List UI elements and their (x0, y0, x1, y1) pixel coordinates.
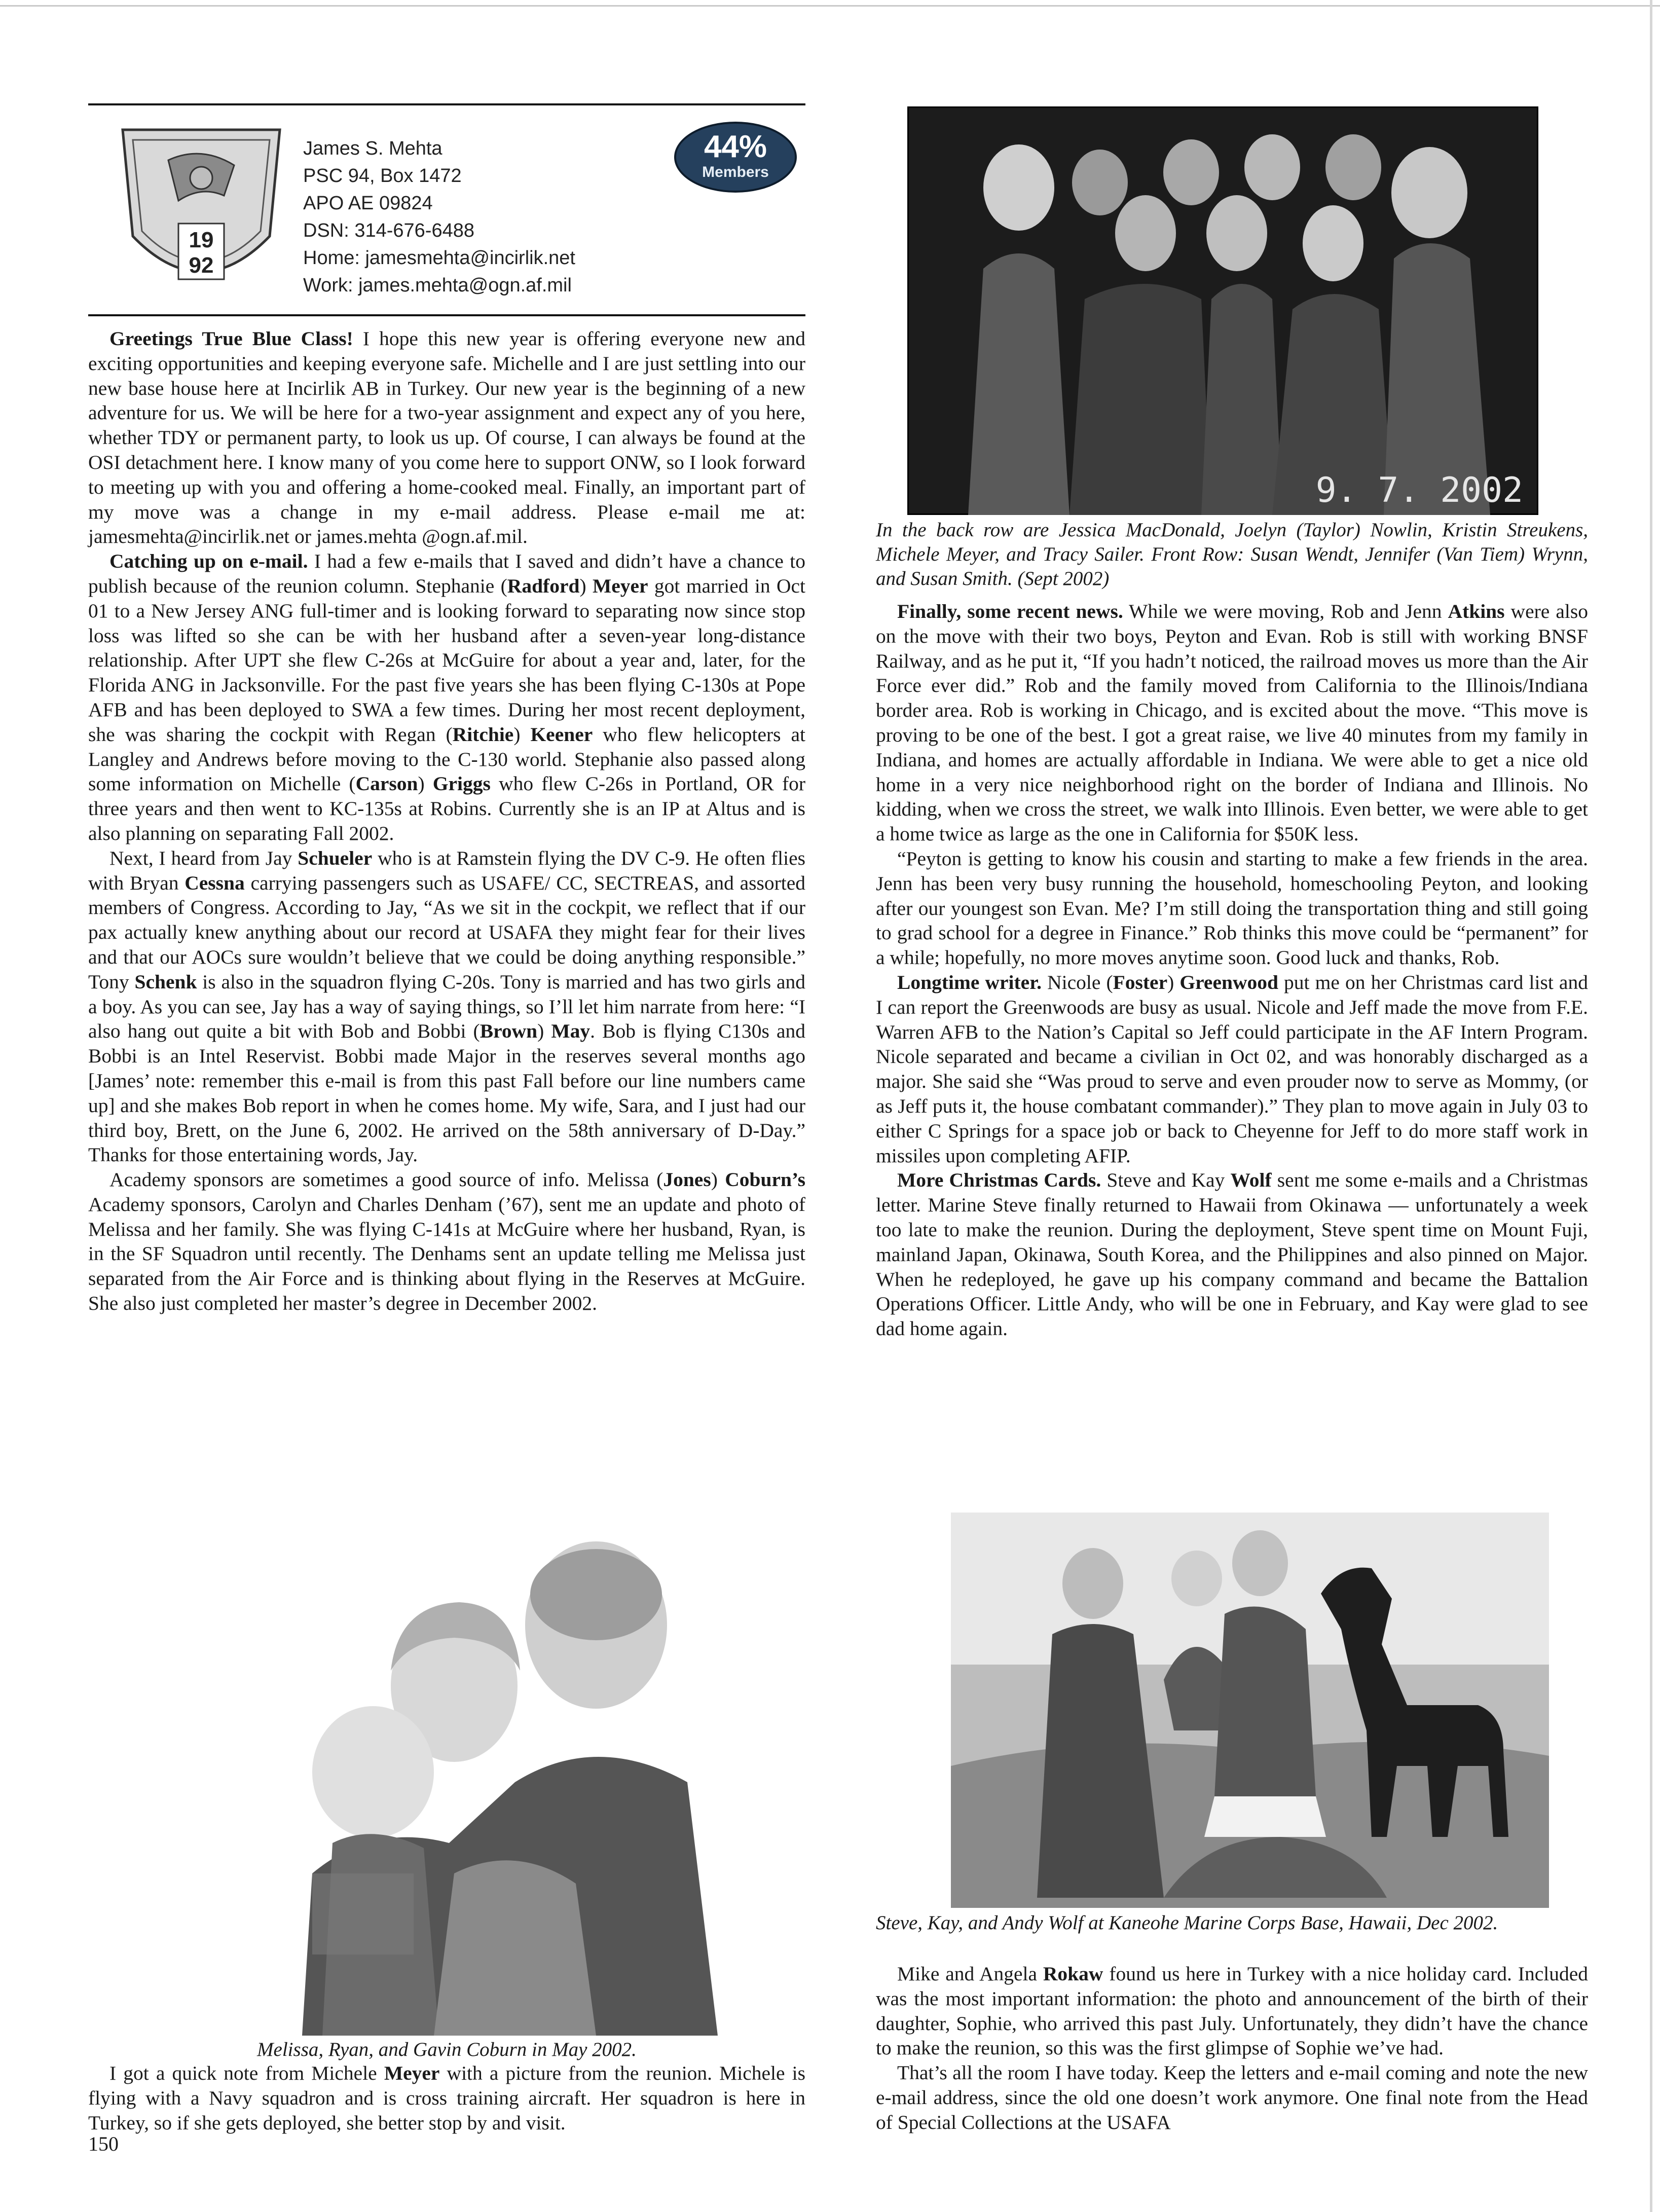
paragraph (876, 1962, 1588, 2060)
bold-name: Schueler (298, 846, 373, 869)
coburn-photo-caption: Melissa, Ryan, and Gavin Coburn in May 2002. (257, 2039, 637, 2060)
paragraph-text: put me on her Christmas card list and I can report the Greenwoods are busy as usual. Nicole and Jeff made the move from F.E. Warren AFB to the Nation’s Capital so Jeff could participate in the AF Intern Program. Nicole separated and became a civilian in Oct 02, and was honorably discharged as a major. She said she “Was proud to serve and even prouder now to serve as Mommy, (or as Jeff puts it, the house combatant commander).” They plan to move again in July 03 to either C Springs for a space job or back to Cheyenne for Jeff to do more staff work in missiles upon completing AFIP. (876, 971, 1588, 1167)
paragraph (88, 549, 805, 846)
paragraph-text: Steve and Kay (1101, 1169, 1231, 1192)
right-column-article (876, 599, 1588, 1341)
header-rule-top (88, 103, 805, 105)
bold-name: Griggs (432, 772, 491, 795)
paragraph-text: Nicole ( (1041, 971, 1113, 993)
bold-name: Greenwood (1179, 971, 1278, 993)
paragraph-text: ) (537, 1020, 551, 1043)
paragraph (876, 1168, 1588, 1341)
paragraph-text: ) (418, 772, 433, 795)
bold-name: Brown (479, 1020, 538, 1043)
wolf-photo-caption: Steve, Kay, and Andy Wolf at Kaneohe Marine Corps Base, Hawaii, Dec 2002. (876, 1912, 1498, 1934)
bold-name: Carson (355, 772, 418, 795)
paragraph (88, 2061, 805, 2135)
left-column-closing (88, 2061, 805, 2135)
paragraph-text: who is at Ramstein flying the DV C-9. He often flies with Bryan (88, 846, 805, 894)
paragraph-text: found us here in Turkey with a nice holiday card. Included was the most important information: the photo and announcement of the birth of their daughter, Sophie, who arrived this past July. Unfortunately, they didn’t have the chance to make the reunion, so this was the first glimpse of Sophie we’ve had. (876, 1963, 1588, 2059)
paragraph-text: While we were moving, Rob and Jenn (1123, 600, 1448, 622)
bold-name: May (551, 1020, 591, 1043)
paragraph-text: ) (1167, 971, 1180, 993)
bold-name: Schenk (134, 970, 197, 993)
bold-name: Radford (507, 574, 580, 597)
paragraph-text: with a picture from the reunion. Michele is flying with a Navy squadron and is cross training aircraft. Her squadron is here in Turkey, so if she gets deployed, she better stop by and visit. (88, 2062, 805, 2134)
paragraph-text: ) (711, 1168, 725, 1191)
crest-year-top: 19 (189, 228, 214, 252)
bold-name: Wolf (1230, 1169, 1272, 1192)
paragraph-text: Academy sponsors, Carolyn and Charles Denham (’67), sent me an update and photo of Melissa and her family. She was flying C-141s at McGuire where her husband, Ryan, is in the SF Squadron until recently. The Denhams sent an update telling me Melissa just separated from the Air Force and is thinking about flying in the Reserves at McGuire. She also just completed her master’s degree in December 2002. (88, 1193, 805, 1315)
badge-label: Members (702, 164, 769, 180)
page-number: 150 (88, 2132, 119, 2155)
contact-block (303, 135, 575, 299)
page-top-edge (0, 5, 1660, 7)
badge-percent: 44% (704, 129, 767, 164)
wolf-family-photo (951, 1513, 1549, 1908)
header-rule-bottom (88, 314, 805, 316)
paragraph (876, 599, 1588, 846)
paragraph-text: I hope this new year is offering everyone new and exciting opportunities and keeping everyone safe. Michelle and I are just settling into our new base house here at Incirlik AB in Turkey. Our new year is the beginning of a new adventure for us. We will be here for a two-year assignment and expect any of you here, whether TDY or permanent party, to look us up. Of course, I can always be found at the OSI detachment here. I know many of you come here to support ONW, so I look forward to meeting up with you and offering a home-cooked meal. Finally, an important part of my move was a change in my e-mail address. Please e-mail me at: jamesmehta@incirlik.net or james.mehta @ogn.af.mil. (88, 327, 805, 548)
paragraph: That’s all the room I have today. Keep the letters and e-mail coming and note the new e-mail address, since the old one doesn’t work anymore. One final note from the Head of Special Collections at the USAFA (876, 2061, 1588, 2133)
bold-name: Jones (663, 1168, 711, 1191)
paragraph (876, 970, 1588, 1168)
contact-address-line: PSC 94, Box 1472 (303, 165, 462, 187)
paragraph (88, 1167, 805, 1316)
paragraph-text: ) (513, 723, 531, 746)
contact-dsn: DSN: 314-676-6488 (303, 220, 474, 241)
bold-name: Atkins (1448, 600, 1505, 622)
paragraph-text: is also in the squadron flying C-20s. Tony is married and has two girls and a boy. As you can see, Jay has a way of saying things, so I’ll let him narrate from here: “I also hang out quite a bit with Bob and Bobbi ( (88, 970, 805, 1043)
contact-address-line: APO AE 09824 (303, 193, 433, 214)
bold-name: Coburn’s (725, 1168, 806, 1191)
paragraph (88, 326, 805, 549)
bold-name: Foster (1113, 971, 1168, 993)
left-column-article (88, 326, 805, 1316)
paragraph: “Peyton is getting to know his cousin and starting to make a few friends in the area. Jenn has been very busy running the household, homeschooling Peyton, and looking after our youngest son Evan. Me? I’m still doing the transportation thing and still going to grad school for a degree in Finance.” Rob thinks this move could be “permanent” for a while; hopefully, no more moves anytime soon. Good luck and thanks, Rob. (876, 847, 1588, 969)
bold-name: Keener (530, 723, 593, 746)
paragraph-text: Academy sponsors are sometimes a good source of info. Melissa ( (109, 1168, 663, 1191)
bold-name: Rokaw (1043, 1963, 1103, 1985)
photo-date-stamp: 9. 7. 2002 (1315, 470, 1523, 510)
bold-name: Ritchie (452, 723, 514, 746)
contact-name: James S. Mehta (303, 138, 442, 159)
lead-in: Greetings True Blue Class! (109, 327, 353, 350)
paragraph-text: I got a quick note from Michele (109, 2062, 384, 2084)
paragraph-text: I had a few e-mails that I saved and didn’t have a chance to publish because of the reunion column. Stephanie ( (88, 550, 805, 597)
paragraph-text: . Bob is flying C130s and Bobbi is an Intel Reservist. Bobbi made Major in the reserves several months ago [James’ note: remember this e-mail is from this past Fall before our line numbers came up] and she makes Bob report in when he comes home. My wife, Sara, and I just had our third boy, Brett, on the June 6, 2002. He arrived on the 58th anniversary of D-Day.” Thanks for those entertaining words, Jay. (88, 1020, 805, 1166)
paragraph-text: ) (579, 574, 593, 597)
lead-in: Finally, some recent news. (897, 600, 1123, 622)
paragraph-text: sent me some e-mails and a Christmas letter. Marine Steve finally returned to Hawaii from Okinawa — unfortunately a week too late to make the reunion. During the deployment, Steve spent time on Mount Fuji, mainland Japan, Okinawa, South Korea, and the Philippines and also pinned on Major. When he redeployed, he gave up his company command and became the Battalion Operations Officer. Little Andy, who will be one in February, and Kay were glad to see dad home again. (876, 1169, 1588, 1340)
paragraph-text: who flew helicopters at Langley and Andrews before moving to the C-130 world. Stephanie also passed along some information on Michelle ( (88, 723, 805, 795)
paragraph-text: Next, I heard from Jay (109, 846, 298, 869)
members-percent-badge (674, 122, 797, 193)
contact-work-email: Work: james.mehta@ogn.af.mil (303, 275, 572, 296)
crest-year-bottom: 92 (189, 253, 214, 278)
page-right-edge (1650, 0, 1652, 2212)
paragraph-text: carrying passengers such as USAFE/ CC, SECTREAS, and assorted members of Congress. According to Jay, “As we sit in the cockpit, we reflect that if our pax actually knew anything about our record at USAFA they might fear for their lives and that our AOCs sure wouldn’t believe that we could be doing anything responsible.” Tony (88, 871, 805, 993)
paragraph-text: who flew C-26s in Portland, OR for three years and then went to KC-135s at Robins. Currently she is an IP at Altus and is also planning on separating Fall 2002. (88, 772, 806, 844)
lead-in: Catching up on e-mail. (109, 550, 308, 573)
paragraph-text: Mike and Angela (897, 1963, 1043, 1985)
class-crest-icon (118, 120, 285, 307)
paragraph (88, 846, 805, 1167)
bold-name: Cessna (185, 871, 245, 894)
right-column-closing (876, 1962, 1588, 2135)
paragraph-text: got married in Oct 01 to a New Jersey ANG full-timer and is looking forward to separating now since stop loss was lifted so she can be with her husband after a seven-year long-distance relationship. After UPT she flew C-26s at McGuire for about a year and, later, for the Florida ANG in Jacksonville. For the past five years she has been flying C-130s at Pope AFB and has been deployed to SWA a few times. During her most recent deployment, she was sharing the cockpit with Regan ( (88, 574, 805, 746)
reunion-group-photo (907, 106, 1538, 515)
contact-home-email: Home: jamesmehta@incirlik.net (303, 247, 575, 269)
coburn-family-photo (272, 1519, 728, 2036)
lead-in: More Christmas Cards. (897, 1169, 1101, 1192)
bold-name: Meyer (592, 574, 648, 597)
lead-in: Longtime writer. (897, 971, 1042, 993)
reunion-photo-caption: In the back row are Jessica MacDonald, Joelyn (Taylor) Nowlin, Kristin Streukens, Michele Meyer, and Tracy Sailer. Front Row: Susan Wendt, Jennifer (Van Tiem) Wrynn, and Susan Smith. (Sept 2002) (876, 519, 1588, 589)
bold-name: Meyer (384, 2062, 440, 2084)
paragraph-text: were also on the move with their two boys, Peyton and Evan. Rob is still with working BNSF Railway, and as he put it, “If you hadn’t noticed, the railroad moves us more than the Air Force ever did.” Rob and the family moved from California to the Illinois/Indiana border area. Rob is working in Chicago, and is excited about the move. “This move is proving to be one of the best. I got a great raise, we live 40 minutes from my family in Indiana, and homes are actually affordable in Indiana. We were able to get a nice old home in a very nice neighborhood right on the border of Indiana and Illinois. No kidding, when we cross the street, we walk into Illinois. Even better, we were able to get a home twice as large as the one in California for $50K less. (876, 600, 1588, 845)
